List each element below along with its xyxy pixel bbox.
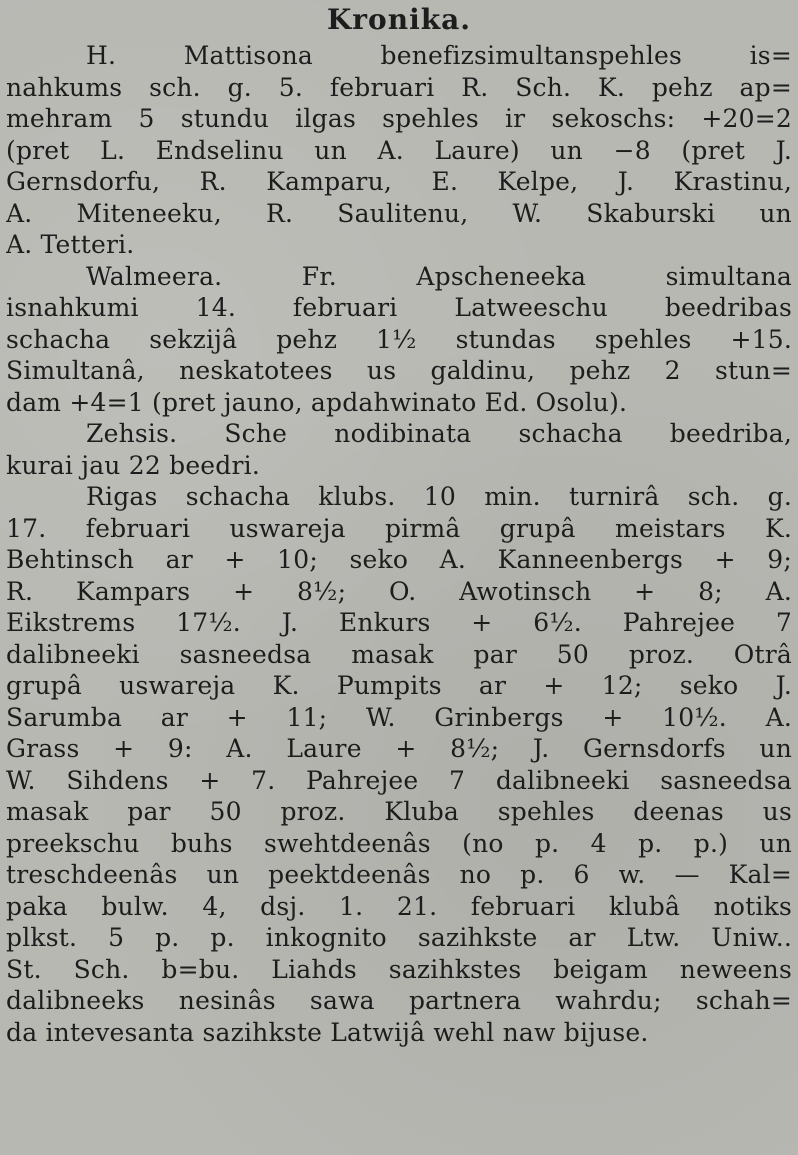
text-line: A. Tetteri.: [6, 230, 135, 259]
text-line: Zehsis. Sche nodibinata schacha beedriba,: [86, 419, 792, 448]
text-line: schacha sekzijâ pehz 1½ stundas spehles +15.: [6, 324, 792, 354]
text-line: Eikstrems 17½. J. Enkurs + 6½. Pahrejee 7: [6, 608, 792, 637]
text-line: R. Kampars + 8½; O. Awotinsch + 8; A.: [6, 576, 792, 606]
text-line: mehram 5 stundu ilgas spehles ir sekoschs: +20=2: [6, 104, 792, 133]
section-title: Kronika.: [326, 3, 472, 36]
text-line: 17. februari uswareja pirmâ grupâ meistars K.: [6, 513, 792, 543]
text-line: Walmeera. Fr. Apscheneeka simultana: [86, 261, 792, 291]
text-line: Grass + 9: A. Laure + 8½; J. Gernsdorfs un: [6, 734, 792, 763]
text-line: Gernsdorfu, R. Kamparu, E. Kelpe, J. Krastinu,: [6, 167, 792, 196]
paragraph-zehsis: [6, 418, 792, 481]
text-line: preekschu buhs swehtdeenâs (no p. 4 p. p.) un: [6, 828, 792, 858]
text-line: plkst. 5 p. p. inkognito sazihkste ar Ltw. Uniw..: [6, 923, 792, 952]
text-line: Sarumba ar + 11; W. Grinbergs + 10½. A.: [6, 702, 792, 732]
text-line: dalibneeki sasneedsa masak par 50 proz. Otrâ: [6, 639, 792, 669]
text-line: W. Sihdens + 7. Pahrejee 7 dalibneeki sasneedsa: [6, 765, 792, 795]
text-line: da intevesanta sazihkste Latwijâ wehl naw bijuse.: [6, 1017, 649, 1047]
article-body: [6, 40, 792, 1048]
text-line: paka bulw. 4, dsj. 1. 21. februari klubâ notiks: [6, 891, 792, 921]
text-line: H. Mattisona benefizsimultanspehles is=: [86, 41, 792, 70]
paragraph-mattisona: [6, 40, 792, 261]
paragraph-rigas: [6, 481, 792, 1048]
text-line: dalibneeks nesinâs sawa partnera wahrdu; schah=: [6, 986, 792, 1015]
text-line: Rigas schacha klubs. 10 min. turnirâ sch. g.: [86, 482, 792, 511]
text-line: kurai jau 22 beedri.: [6, 450, 260, 480]
text-line: (pret L. Endselinu un A. Laure) un −8 (pret J.: [6, 135, 792, 165]
text-line: Behtinsch ar + 10; seko A. Kanneenbergs + 9;: [6, 545, 792, 574]
text-line: A. Miteneeku, R. Saulitenu, W. Skaburski un: [6, 198, 792, 228]
text-line: Simultanâ, neskatotees us galdinu, pehz 2 stun=: [6, 356, 792, 385]
text-line: treschdeenâs un peektdeenâs no p. 6 w. — Kal=: [6, 860, 792, 889]
text-line: nahkums sch. g. 5. februari R. Sch. K. pehz ap=: [6, 72, 792, 102]
text-line: masak par 50 proz. Kluba spehles deenas us: [6, 797, 792, 826]
text-line: grupâ uswareja K. Pumpits ar + 12; seko J.: [6, 671, 792, 700]
text-line: isnahkumi 14. februari Latweeschu beedribas: [6, 293, 792, 322]
text-line: St. Sch. b=bu. Liahds sazihkstes beigam neweens: [6, 954, 792, 984]
text-line: dam +4=1 (pret jauno, apdahwinato Ed. Osolu).: [6, 387, 628, 417]
paragraph-walmeera: [6, 261, 792, 419]
